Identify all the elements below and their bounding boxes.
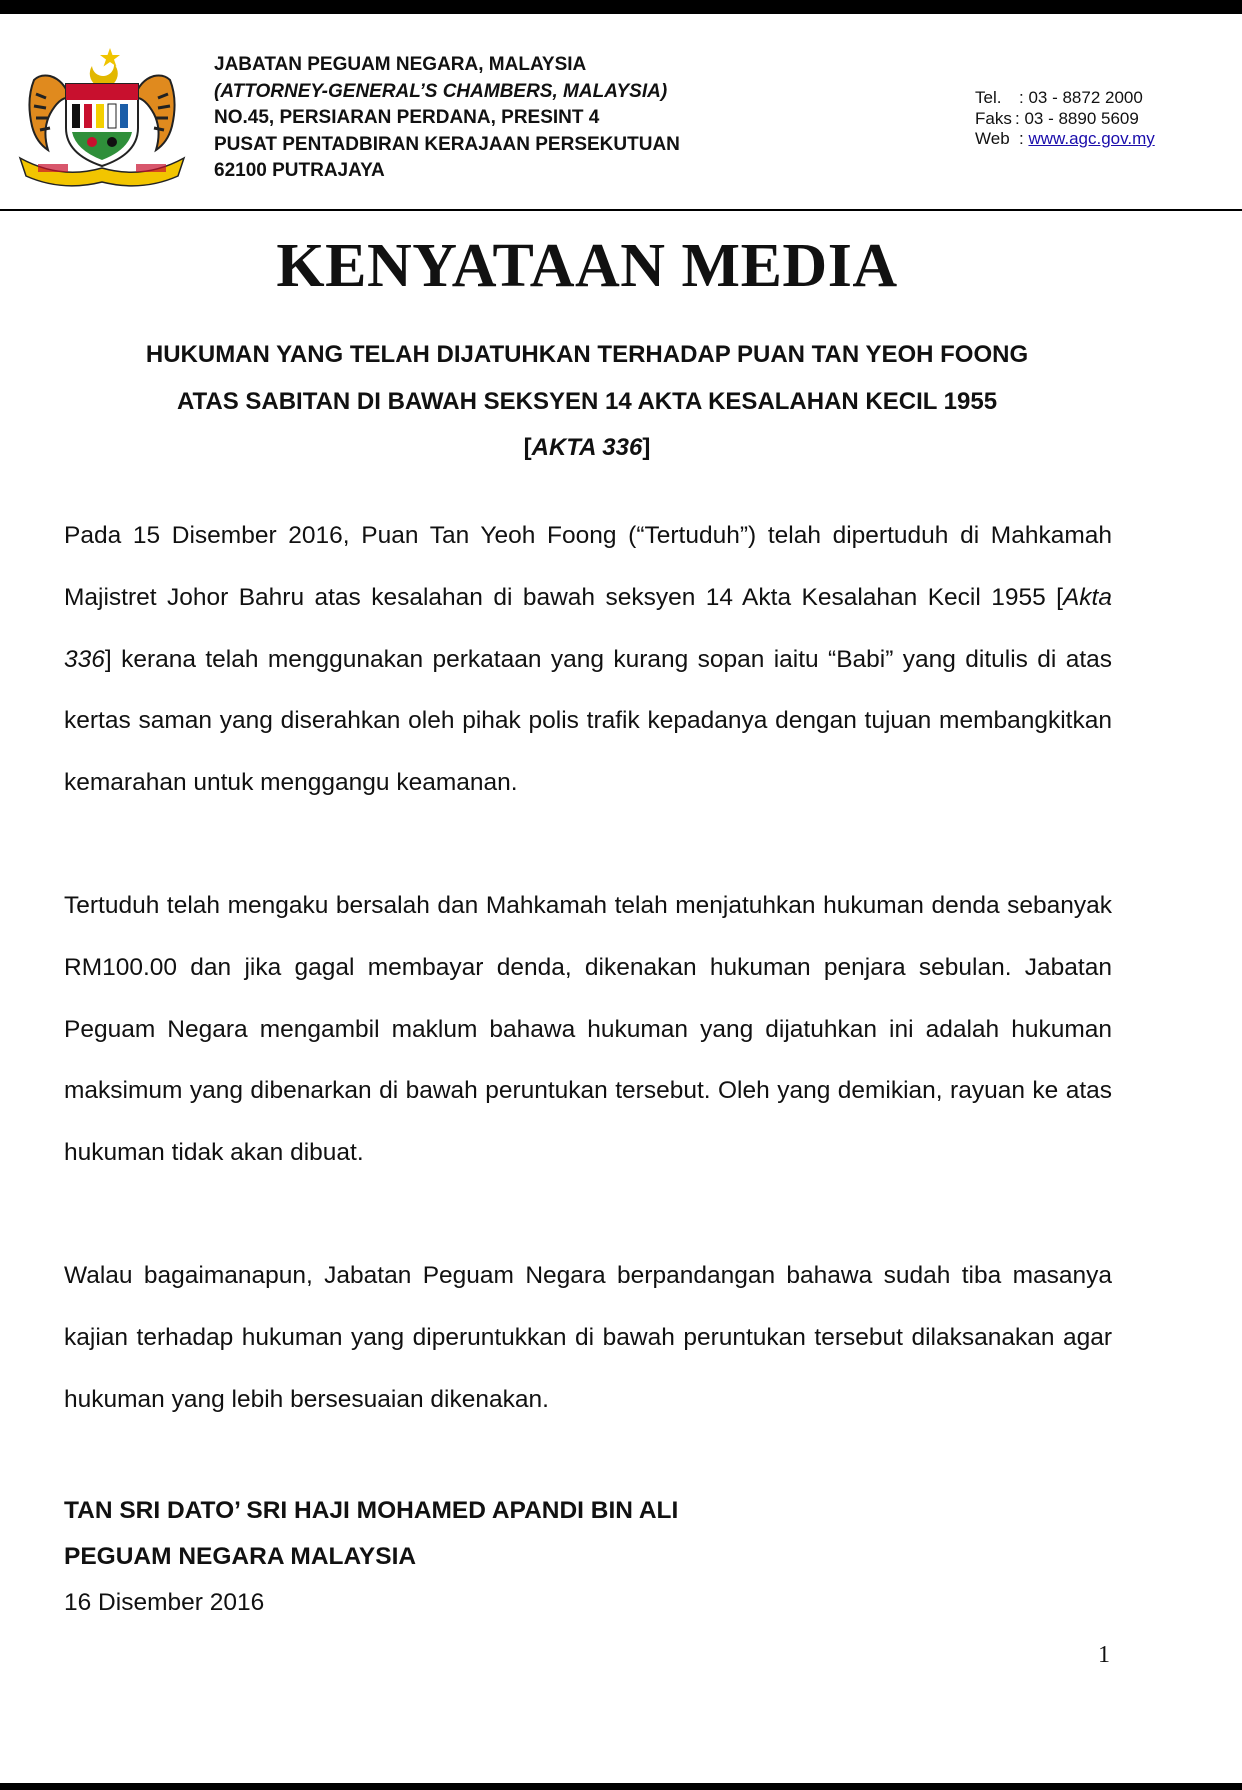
address-line-1: NO.45, PERSIARAN PERDANA, PRESINT 4 — [214, 107, 600, 128]
fax-label: Faks — [975, 108, 1012, 128]
subheading-line-1: HUKUMAN YANG TELAH DIJATUHKAN TERHADAP PUAN TAN YEOH FOONG — [145, 341, 1029, 368]
organization-address-block — [214, 52, 680, 185]
bracket-close: ] — [642, 434, 651, 461]
bracket-open: [ — [523, 434, 532, 461]
org-name: JABATAN PEGUAM NEGARA, MALAYSIA — [214, 54, 587, 75]
document-title: KENYATAAN MEDIA — [276, 232, 898, 300]
org-name-english: (ATTORNEY-GENERAL’S CHAMBERS, MALAYSIA) — [214, 80, 668, 102]
signatory-position: PEGUAM NEGARA MALAYSIA — [64, 1543, 417, 1570]
subheading — [60, 332, 1114, 472]
address-line-2: PUSAT PENTADBIRAN KERAJAAN PERSEKUTUAN — [214, 133, 680, 155]
tel-row — [975, 88, 1155, 109]
paragraph-1 — [64, 505, 1112, 814]
signature-block — [64, 1488, 678, 1626]
tel-value: : 03 - 8872 2000 — [1019, 88, 1143, 107]
subheading-line-2: ATAS SABITAN DI BAWAH SEKSYEN 14 AKTA KESALAHAN KECIL 1955 — [176, 387, 998, 415]
paragraph-2: Tertuduh telah mengaku bersalah dan Mahkamah telah menjatuhkan hukuman denda sebanyak RM100.00 dan jika gagal membayar denda, dikenakan hukuman penjara sebulan. Jabatan Peguam Negara mengambil maklum bahawa hukuman yang dijatuhkan ini adalah hukuman maksimum yang dibenarkan di bawah peruntukan tersebut. Oleh yang demikian, rayuan ke atas hukuman tidak akan dibuat. — [64, 892, 1112, 1167]
malaysia-coat-of-arms-icon — [14, 44, 190, 190]
web-label: Web — [975, 129, 1010, 148]
signatory-name: TAN SRI DATO’ SRI HAJI MOHAMED APANDI BIN ALI — [64, 1497, 679, 1524]
subheading-line-3 — [60, 425, 1114, 472]
website-link[interactable]: www.agc.gov.my — [1028, 129, 1155, 148]
header-divider — [0, 209, 1242, 211]
act-reference-inline: Akta 336 — [64, 583, 1112, 673]
paragraph-1-part-b: ] kerana telah menggunakan perkataan yang kurang sopan iaitu “Babi” yang ditulis di atas kertas saman yang diserahkan oleh pihak polis trafik kepadanya dengan tujuan membangkitkan kemarahan untuk menggangu keamanan. — [64, 645, 1112, 797]
web-separator: : — [1019, 129, 1029, 148]
top-border — [0, 0, 1242, 14]
page-number: 1 — [1098, 1642, 1110, 1668]
bottom-border — [0, 1783, 1242, 1790]
paragraph-3: Walau bagaimanapun, Jabatan Peguam Negara berpandangan bahawa sudah tiba masanya kajian terhadap hukuman yang diperuntukkan di bawah peruntukan tersebut dilaksanakan agar hukuman yang lebih bersesuaian dikenakan. — [64, 1262, 1112, 1413]
address-postcode: 62100 PUTRAJAYA — [214, 160, 385, 181]
web-row — [975, 129, 1155, 150]
fax-row — [975, 109, 1155, 130]
paragraph-1-part-a: Pada 15 Disember 2016, Puan Tan Yeoh Foong (“Tertuduh”) telah dipertuduh di Mahkamah Majistret Johor Bahru atas kesalahan di bawah seksyen 14 Akta Kesalahan Kecil 1955 [ — [64, 522, 1112, 611]
tel-label: Tel. — [975, 88, 1002, 107]
contact-block — [975, 88, 1155, 150]
fax-value: : 03 - 8890 5609 — [1015, 108, 1139, 128]
act-reference: AKTA 336 — [531, 434, 643, 461]
statement-date: 16 Disember 2016 — [64, 1589, 265, 1616]
